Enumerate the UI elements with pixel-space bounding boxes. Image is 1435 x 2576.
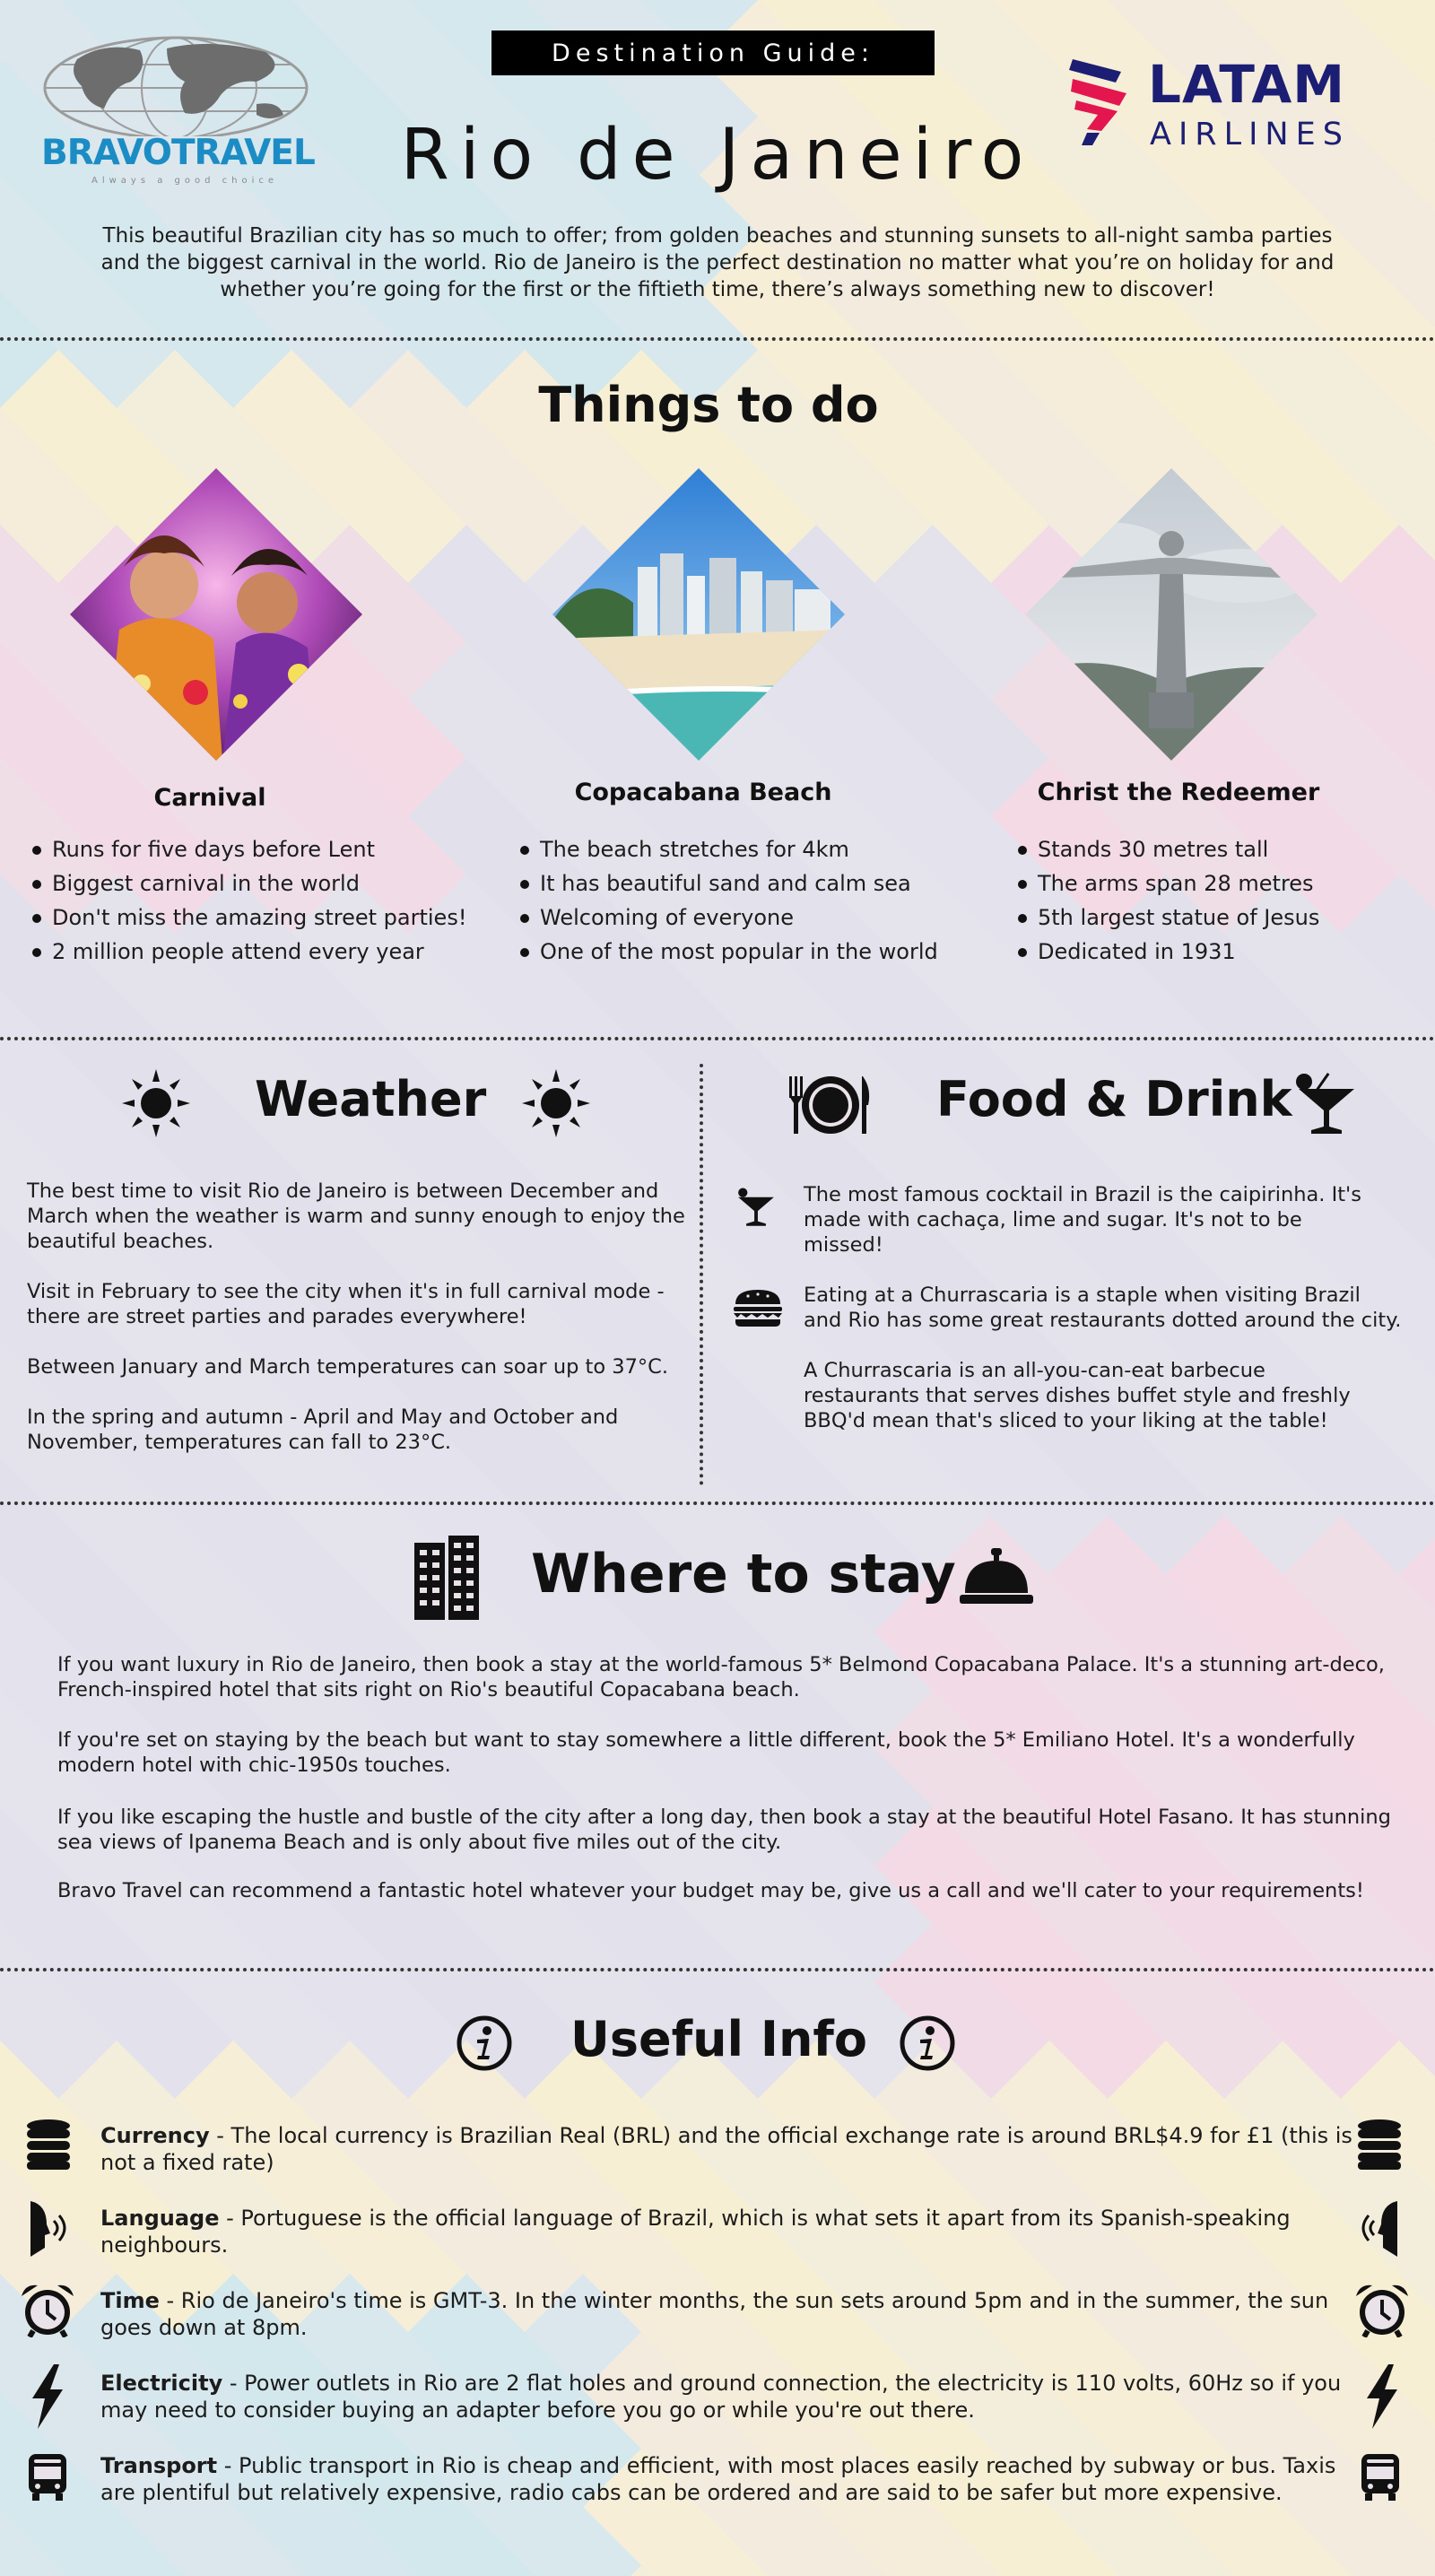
list-item: Dedicated in 1931 (1016, 935, 1319, 969)
info-text: - Power outlets in Rio are 2 flat holes and ground connection, the electricity is 110 volts, 60Hz so if you may need to consider buying an adapter before you go or while you're out there. (100, 2371, 1342, 2423)
info-label: Time (100, 2288, 160, 2313)
list-item: The beach stretches for 4km (518, 832, 938, 866)
food-item: The most famous cocktail in Brazil is the caipirinha. It's made with cachaça, lime and sugar. It's not to be missed! (804, 1183, 1361, 1257)
latam-airlines-logo (1067, 54, 1390, 156)
info-row-time (100, 2287, 1356, 2341)
carnival-photo (70, 468, 362, 761)
info-text: - The local currency is Brazilian Real (BRL) and the official exchange rate is around BRL$4.9 for £1 (this is not a fixed rate) (100, 2123, 1352, 2175)
copacabana-beach-photo (552, 468, 845, 761)
stay-paragraph: If you like escaping the hustle and bustle of the city after a long day, then book a stay at the beautiful Hotel Fasano. It has stunning sea views of Ipanema Beach and is only about five miles out of the city. (57, 1806, 1391, 1854)
alarm-clock-icon (1354, 2282, 1410, 2337)
weather-paragraph: Between January and March temperatures can soar up to 37°C. (27, 1355, 669, 1379)
destination-guide-label: Destination Guide: (491, 30, 935, 75)
christ-redeemer-title: Christ the Redeemer (1037, 779, 1320, 806)
stay-paragraph: If you're set on staying by the beach but want to stay somewhere a little different, book the 5* Emiliano Hotel. It's a wonderfully modern hotel with chic-1950s touches. (57, 1728, 1355, 1777)
latam-airlines-text: AIRLINES (1150, 117, 1350, 152)
latam-wordmark: LATAM (1148, 54, 1346, 115)
section-divider (0, 337, 1435, 341)
info-text: - Portuguese is the official language of Brazil, which is what sets it apart from its Spanish-speaking neighbours. (100, 2206, 1291, 2258)
sun-icon (120, 1067, 192, 1139)
service-bell-icon (958, 1546, 1035, 1606)
info-text: - Public transport in Rio is cheap and efficient, with most places easily reached by subway or bus. Taxis are plentiful but relatively expensive, radio cabs can be ordered and are said to be safer but more expensive. (100, 2453, 1336, 2505)
city-title: Rio de Janeiro (400, 115, 1035, 196)
christ-redeemer-facts (1016, 832, 1319, 969)
weather-paragraph: In the spring and autumn - April and May and October and November, temperatures can fall to 23°C. (27, 1405, 619, 1454)
bravotravel-tagline: Always a good choice (91, 176, 279, 186)
list-item: Don't miss the amazing street parties! (30, 901, 466, 935)
things-to-do-title: Things to do (538, 377, 879, 433)
stay-paragraph: Bravo Travel can recommend a fantastic hotel whatever your budget may be, give us a call and we'll cater to your requirements! (57, 1879, 1364, 1902)
buildings-icon (413, 1534, 481, 1620)
list-item: It has beautiful sand and calm sea (518, 866, 938, 901)
intro-paragraph: This beautiful Brazilian city has so much to offer; from golden beaches and stunning sunsets to all-night samba parties and the biggest carnival in the world. Rio de Janeiro is the perfect destination no matter what you’re on holiday for and whether you’re going for the first or the fiftieth time, there’s always something new to discover! (100, 224, 1335, 301)
list-item: Runs for five days before Lent (30, 832, 466, 866)
info-row-currency (100, 2122, 1356, 2176)
burger-icon (732, 1288, 784, 1327)
food-item: Eating at a Churrascaria is a staple when visiting Brazil and Rio has some great restaurants dotted around the city. (804, 1284, 1402, 1332)
where-to-stay-title: Where to stay (531, 1543, 956, 1606)
weather-title: Weather (255, 1071, 487, 1127)
copacabana-title: Copacabana Beach (574, 779, 832, 806)
carnival-title: Carnival (153, 784, 266, 812)
bus-icon (25, 2452, 70, 2502)
section-divider (0, 1968, 1435, 1971)
bravotravel-wordmark: BRAVOTRAVEL (41, 133, 315, 173)
list-item: Biggest carnival in the world (30, 866, 466, 901)
alarm-clock-icon (20, 2282, 75, 2337)
speaking-head-icon (27, 2199, 72, 2258)
weather-paragraph: Visit in February to see the city when it's in full carnival mode - there are street parties and parades everywhere! (27, 1280, 665, 1328)
food-drink-title: Food & Drink (936, 1071, 1292, 1127)
section-divider (0, 1037, 1435, 1040)
list-item: 2 million people attend every year (30, 935, 466, 969)
sun-icon (520, 1067, 592, 1139)
info-row-language (100, 2205, 1356, 2258)
info-text: - Rio de Janeiro's time is GMT-3. In the winter months, the sun sets around 5pm and in the summer, the sun goes down at 8pm. (100, 2288, 1329, 2340)
useful-info-title: Useful Info (570, 2011, 867, 2067)
bravotravel-logo (34, 32, 315, 186)
lightning-icon (1361, 2363, 1403, 2431)
cocktail-icon (734, 1184, 778, 1229)
speaking-head-icon (1356, 2199, 1401, 2258)
food-item: A Churrascaria is an all-you-can-eat barbecue restaurants that serves dishes buffet style and freshly BBQ'd mean that's sliced to your liking at the table! (804, 1359, 1351, 1432)
column-divider (700, 1064, 703, 1485)
list-item: 5th largest statue of Jesus (1016, 901, 1319, 935)
latam-stripes-icon (1067, 57, 1132, 147)
carnival-facts (30, 832, 466, 969)
plate-cutlery-icon (786, 1073, 875, 1137)
info-icon (899, 2015, 956, 2072)
list-item: The arms span 28 metres (1016, 866, 1319, 901)
cocktail-icon (1292, 1071, 1361, 1136)
coins-icon (23, 2119, 74, 2171)
lightning-icon (27, 2363, 68, 2431)
info-icon (456, 2015, 513, 2072)
info-label: Currency (100, 2123, 210, 2148)
list-item: Stands 30 metres tall (1016, 832, 1319, 866)
info-label: Transport (100, 2453, 218, 2478)
info-label: Language (100, 2206, 220, 2231)
list-item: One of the most popular in the world (518, 935, 938, 969)
christ-redeemer-photo (1025, 468, 1318, 761)
info-row-transport (100, 2452, 1365, 2506)
stay-paragraph: If you want luxury in Rio de Janeiro, then book a stay at the world-famous 5* Belmond Copacabana Palace. It's a stunning art-deco, French-inspired hotel that sits right on Rio's beautiful Copacabana beach. (57, 1653, 1385, 1701)
globe-icon (41, 32, 310, 136)
info-label: Electricity (100, 2371, 223, 2396)
coins-icon (1354, 2119, 1405, 2171)
info-row-electricity (100, 2370, 1356, 2424)
section-divider (0, 1501, 1435, 1505)
list-item: Welcoming of everyone (518, 901, 938, 935)
copacabana-facts (518, 832, 938, 969)
weather-paragraph: The best time to visit Rio de Janeiro is between December and March when the weather is warm and sunny enough to enjoy the beautiful beaches. (27, 1179, 685, 1253)
